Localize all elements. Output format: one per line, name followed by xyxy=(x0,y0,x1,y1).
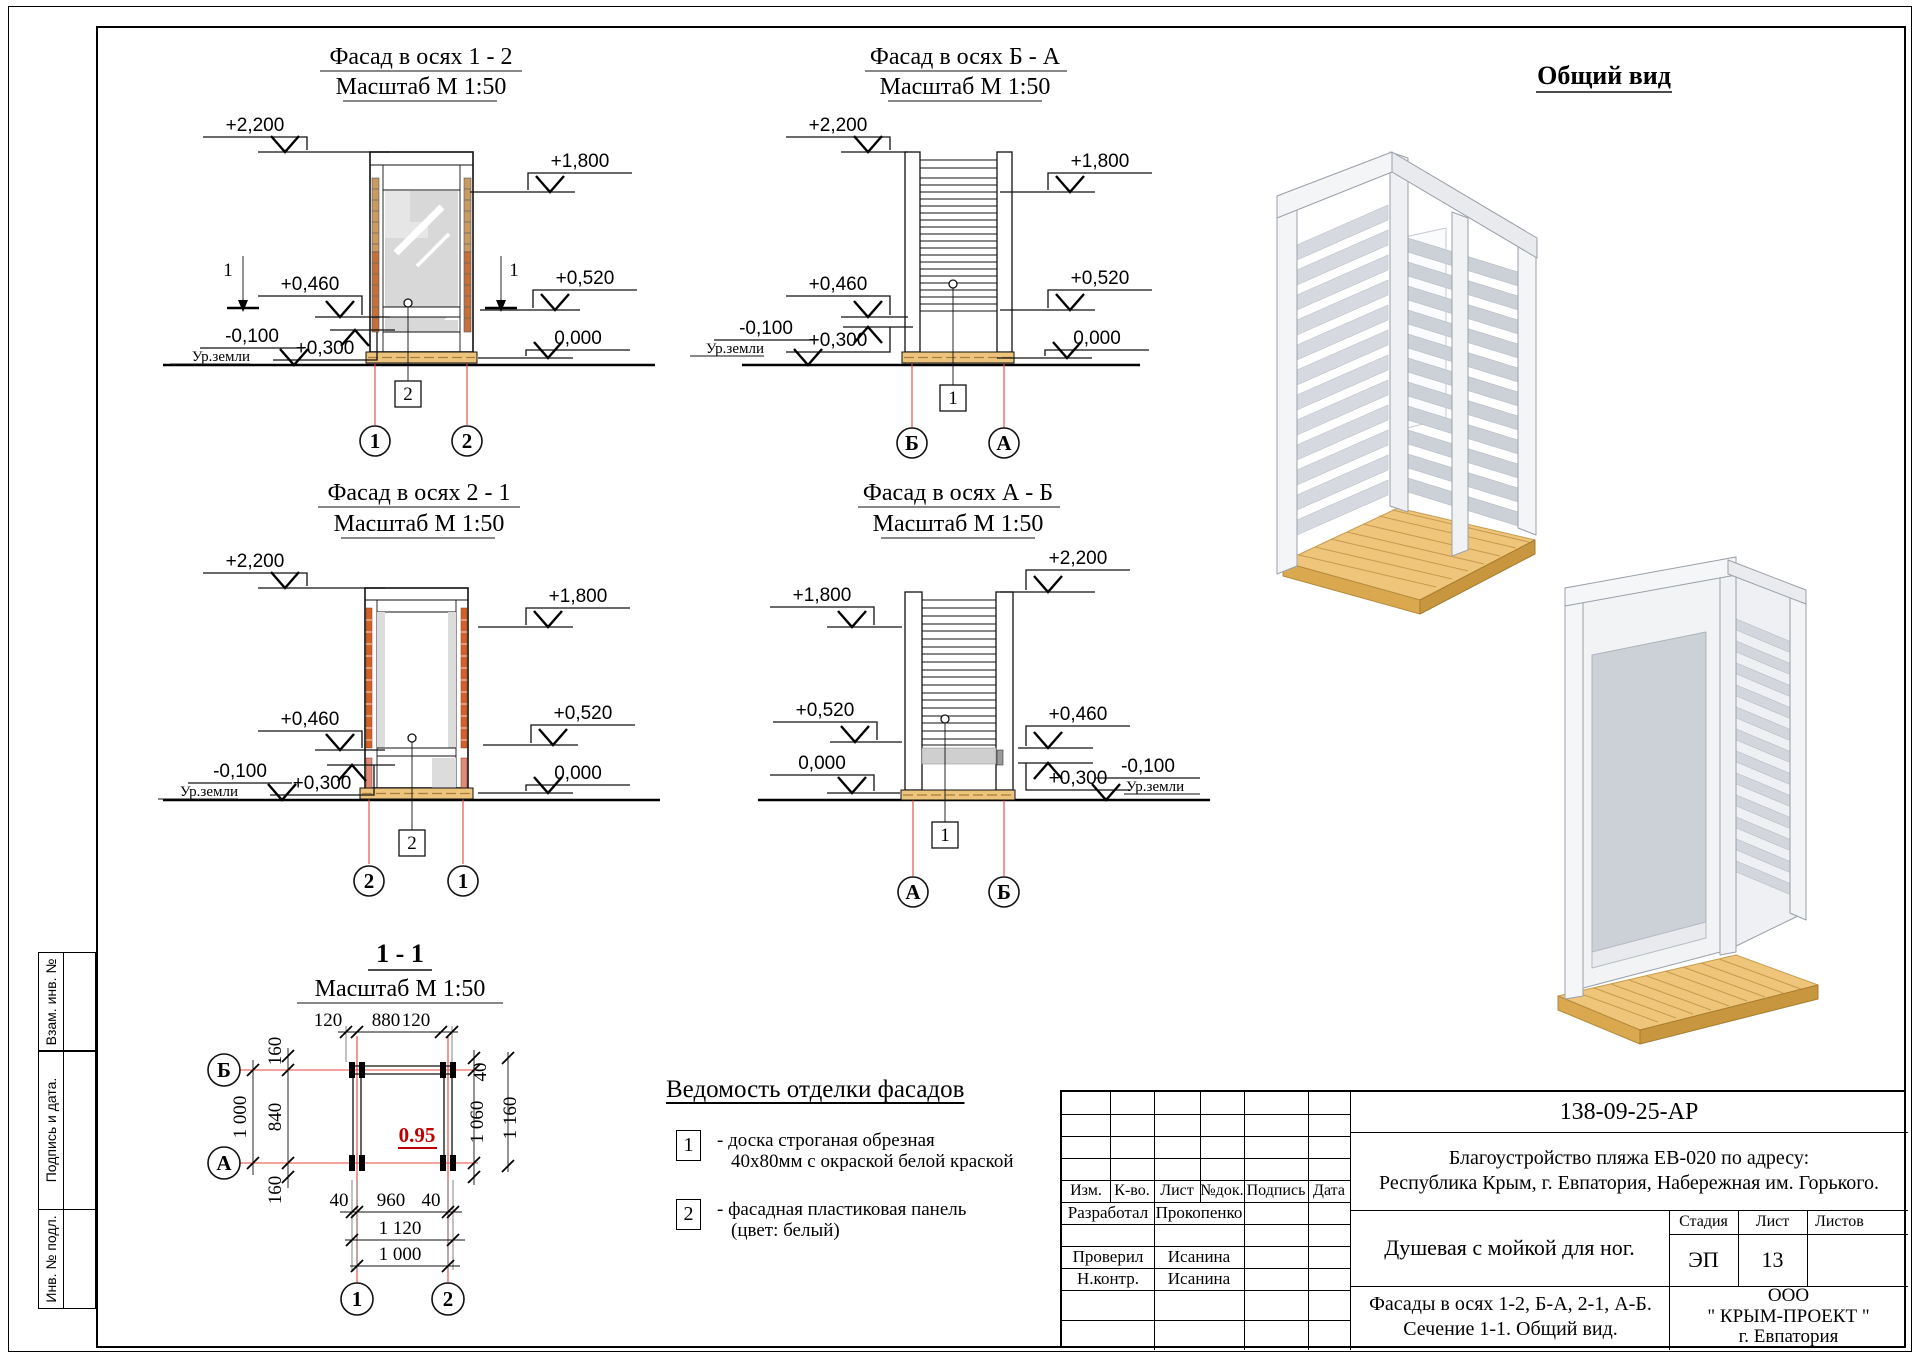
legend-title: Ведомость отделки фасадов xyxy=(666,1076,965,1103)
level-value: +2,200 xyxy=(1048,548,1108,569)
level-value: +0,300 xyxy=(1048,768,1108,789)
stamp-company-line3: г. Евпатория xyxy=(1738,1326,1839,1348)
section-scale: Масштаб М 1:50 xyxy=(314,976,486,1002)
stamp-company xyxy=(1669,1286,1908,1348)
stamp-col-izm: Изм. xyxy=(1070,1182,1102,1199)
stamp-sheet-value: 13 xyxy=(1761,1247,1784,1273)
level-mark xyxy=(786,274,908,317)
door-handle xyxy=(949,280,957,288)
stamp-name-ncontrol: Исанина xyxy=(1167,1269,1231,1289)
stamp-sheet-label: Лист xyxy=(1755,1213,1790,1230)
level-value: +0,300 xyxy=(292,773,352,794)
level-value: +0,460 xyxy=(1048,704,1108,725)
level-mark xyxy=(478,328,630,358)
level-value: +0,300 xyxy=(808,330,868,351)
legend-item-line1: - фасадная пластиковая панель xyxy=(717,1198,967,1220)
dim-value: 160 xyxy=(265,1036,286,1066)
section-mark-1-right xyxy=(485,256,519,312)
level-mark xyxy=(770,585,902,627)
stamp-col-podpis: Подпись xyxy=(1246,1182,1306,1199)
level-value: +0,520 xyxy=(553,703,613,724)
axis-label: А xyxy=(996,431,1012,455)
level-value: +2,200 xyxy=(225,551,285,572)
dim-value: 120 xyxy=(401,1010,431,1031)
facade-1-2 xyxy=(163,44,655,456)
level-value: +0,460 xyxy=(280,709,340,730)
axis-label: 2 xyxy=(442,1287,454,1311)
section-mark-label: 1 xyxy=(223,260,233,281)
facade-b-a xyxy=(690,44,1152,458)
axis-label: Б xyxy=(905,431,919,455)
stamp-role-developed: Разработал xyxy=(1067,1203,1149,1223)
callout-label: 2 xyxy=(403,384,413,405)
level-mark xyxy=(1000,151,1152,192)
stamp-object-name: Душевая с мойкой для ног. xyxy=(1384,1235,1635,1261)
level-value: +1,800 xyxy=(550,151,610,172)
callout-label: 1 xyxy=(948,388,958,409)
legend-item-line1: - доска строганая обрезная xyxy=(717,1130,935,1151)
facade-2-1-scale: Масштаб М 1:50 xyxy=(333,511,505,537)
level-mark xyxy=(1000,268,1152,310)
level-mark xyxy=(1018,704,1130,748)
sheet-margin-boxes xyxy=(38,953,96,1309)
stamp-stage-value: ЭП xyxy=(1688,1247,1719,1273)
stamp-col-ndok: №док. xyxy=(1200,1182,1244,1199)
stamp-project-line1: Благоустройство пляжа ЕВ-020 по адресу: xyxy=(1448,1147,1810,1169)
legend-item-text xyxy=(717,1130,1014,1173)
level-mark xyxy=(478,586,630,627)
ground-label: Ур.земли xyxy=(1126,779,1185,795)
legend-key-box: 2 xyxy=(676,1199,701,1230)
level-value: 0,000 xyxy=(798,753,846,774)
level-mark xyxy=(1000,548,1130,592)
stamp-col-list: Лист xyxy=(1160,1182,1194,1199)
level-value: +2,200 xyxy=(225,115,285,136)
facade-1-2-scale: Масштаб М 1:50 xyxy=(335,74,507,100)
area-value: 0.95 xyxy=(398,1123,436,1147)
axis-label: Б xyxy=(997,880,1011,904)
level-value: +0,460 xyxy=(280,274,340,295)
general-view-title: Общий вид xyxy=(1537,61,1671,90)
level-value: 0,000 xyxy=(554,763,602,784)
facade-2-1-title: Фасад в осях 2 - 1 xyxy=(327,480,511,506)
dim-value: 40 xyxy=(421,1190,441,1211)
margin-box-label: Взам. инв. № xyxy=(43,958,59,1045)
axis-label: 1 xyxy=(369,429,381,453)
dim-value: 960 xyxy=(376,1190,406,1211)
stamp-sheets-value xyxy=(1807,1234,1908,1286)
finish-legend xyxy=(648,1076,1068,1241)
ground-label: Ур.земли xyxy=(179,784,238,800)
dim-value: 1 060 xyxy=(467,1100,488,1144)
level-mark xyxy=(770,753,900,793)
stamp-project-line2: Республика Крым, г. Евпатория, Набережная им. Горького. xyxy=(1379,1172,1879,1194)
stamp-content-line2: Сечение 1-1. Общий вид. xyxy=(1403,1318,1618,1340)
axis-label: А xyxy=(216,1151,232,1175)
dim-value: 1 120 xyxy=(378,1218,422,1239)
stamp-role-checked: Проверил xyxy=(1072,1247,1144,1267)
level-mark xyxy=(773,700,902,742)
plan-posts xyxy=(349,1062,456,1171)
section-mark-label: 1 xyxy=(509,260,519,281)
stamp-role-ncontrol: Н.контр. xyxy=(1077,1269,1139,1289)
level-value: +0,460 xyxy=(808,274,868,295)
level-value: -0,100 xyxy=(225,326,279,347)
margin-box-label: Подпись и дата. xyxy=(43,1077,59,1183)
facade-b-a-title: Фасад в осях Б - А xyxy=(869,44,1061,70)
stamp-company-line1: ООО xyxy=(1767,1284,1810,1306)
legend-item-line2: (цвет: белый) xyxy=(731,1219,840,1241)
stamp-content xyxy=(1352,1286,1669,1348)
level-mark xyxy=(203,551,385,588)
legend-item-text xyxy=(717,1199,966,1242)
axis-label: 1 xyxy=(351,1287,363,1311)
door-handle xyxy=(408,734,416,742)
axis-label: А xyxy=(905,880,921,904)
facade-a-b-title: Фасад в осях А - Б xyxy=(862,480,1054,506)
title-block xyxy=(1060,1090,1906,1348)
level-value: 0,000 xyxy=(554,328,602,349)
level-mark xyxy=(1018,763,1130,790)
level-value: -0,100 xyxy=(739,318,793,339)
level-value: -0,100 xyxy=(1121,756,1175,777)
callout-label: 2 xyxy=(407,833,417,854)
section-plan-1-1 xyxy=(208,939,521,1315)
level-value: +2,200 xyxy=(808,115,868,136)
margin-box-label: Инв. № подл. xyxy=(43,1214,59,1303)
general-view-render-2 xyxy=(1558,557,1818,1044)
callout-label: 1 xyxy=(940,825,950,846)
stamp-content-line1: Фасады в осях 1-2, Б-А, 2-1, А-Б. xyxy=(1369,1293,1652,1315)
stamp-col-kvo: К-во. xyxy=(1114,1182,1150,1199)
dim-value: 1 000 xyxy=(230,1095,251,1139)
stamp-stage-label: Стадия xyxy=(1679,1213,1728,1230)
ground-level-mark xyxy=(158,761,296,800)
level-value: +1,800 xyxy=(792,585,852,606)
axis-label: 1 xyxy=(457,869,469,893)
dim-value: 840 xyxy=(265,1102,286,1132)
ground-label: Ур.земли xyxy=(191,349,250,365)
level-mark xyxy=(203,115,390,152)
margin-box-vzam xyxy=(38,952,96,1052)
dim-value: 1 000 xyxy=(378,1244,422,1265)
legend-item xyxy=(676,1199,1068,1242)
general-view-render-1 xyxy=(1277,152,1537,614)
dim-value: 160 xyxy=(265,1175,286,1205)
facade-2-1 xyxy=(158,480,660,896)
stamp-name-developed: Прокопенко xyxy=(1155,1203,1243,1223)
stamp-project xyxy=(1358,1132,1900,1210)
facade-1-2-title: Фасад в осях 1 - 2 xyxy=(329,44,513,70)
axis-label: Б xyxy=(217,1058,231,1082)
stamp-company-line2: " КРЫМ-ПРОЕКТ " xyxy=(1707,1305,1870,1327)
dim-value: 40 xyxy=(470,1062,491,1082)
level-value: +1,800 xyxy=(1070,151,1130,172)
door-handle xyxy=(404,299,412,307)
general-view xyxy=(1277,61,1818,1044)
level-mark xyxy=(483,703,635,745)
axis-label: 2 xyxy=(363,869,375,893)
ground-level-mark xyxy=(1092,756,1200,800)
facade-a-b-scale: Масштаб М 1:50 xyxy=(872,511,1044,537)
level-mark xyxy=(273,330,395,360)
stamp-col-data: Дата xyxy=(1313,1182,1345,1199)
legend-item-line2: 40х80мм с окраской белой краской xyxy=(731,1151,1014,1173)
stamp-name-checked: Исанина xyxy=(1167,1247,1231,1267)
ground-level-mark xyxy=(170,326,308,365)
margin-box-podpis xyxy=(38,1050,96,1210)
level-value: +0,300 xyxy=(295,338,355,359)
section-mark-1-left xyxy=(223,256,259,312)
level-value: +0,520 xyxy=(555,268,615,289)
axis-label: 2 xyxy=(461,429,473,453)
margin-box-inv xyxy=(38,1209,96,1309)
stamp-doc-number: 138-09-25-АР xyxy=(1559,1099,1699,1125)
level-value: +0,520 xyxy=(795,700,855,721)
dim-value: 120 xyxy=(313,1010,343,1031)
stamp-sheets-label: Листов xyxy=(1815,1213,1864,1230)
section-title: 1 - 1 xyxy=(376,939,424,968)
level-value: -0,100 xyxy=(213,761,267,782)
facade-a-b xyxy=(758,480,1210,907)
dim-value: 1 160 xyxy=(500,1096,521,1140)
ground-label: Ур.земли xyxy=(705,341,764,357)
door-handle xyxy=(941,715,949,723)
level-mark xyxy=(786,115,908,152)
legend-item xyxy=(676,1130,1068,1173)
ground-level-mark xyxy=(690,318,822,365)
level-value: +0,520 xyxy=(1070,268,1130,289)
level-mark xyxy=(470,151,632,192)
facade-b-a-scale: Масштаб М 1:50 xyxy=(879,74,1051,100)
level-value: 0,000 xyxy=(1073,328,1121,349)
level-mark xyxy=(478,763,630,793)
dim-value: 40 xyxy=(329,1190,349,1211)
level-mark xyxy=(997,328,1149,358)
legend-key-box: 1 xyxy=(676,1130,701,1161)
dim-value: 880 xyxy=(371,1010,401,1031)
level-value: +1,800 xyxy=(548,586,608,607)
